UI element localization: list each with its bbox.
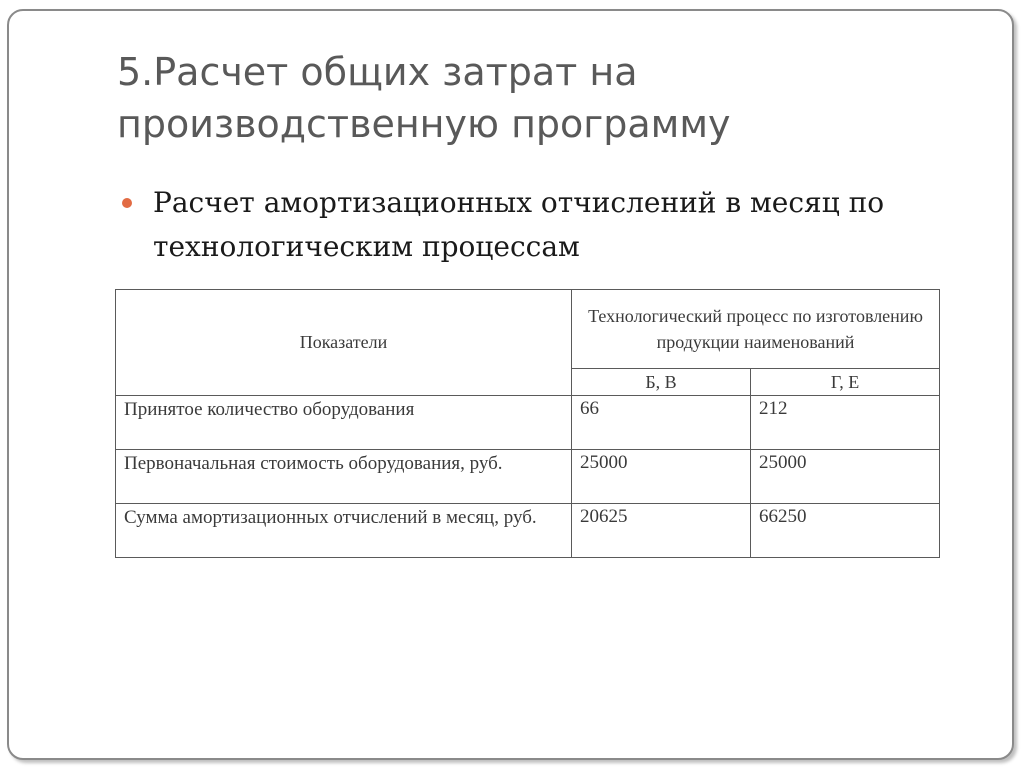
- table-row: [116, 396, 940, 450]
- amortization-table: [115, 289, 940, 558]
- subheader-bv: Б, В: [572, 369, 751, 396]
- bullet-text: Расчет амортизационных отчислений в месяц по технологическим процессам: [153, 186, 885, 263]
- row-value-bv: 66: [572, 396, 751, 450]
- header-indicators: Показатели: [116, 290, 572, 396]
- bullet-dot-icon: [122, 198, 132, 208]
- table-header-row: [116, 290, 940, 369]
- row-value-ge: 66250: [751, 504, 940, 558]
- row-label: Сумма амортизационных отчислений в месяц, руб.: [116, 504, 572, 558]
- subheader-ge: Г, Е: [751, 369, 940, 396]
- row-value-bv: 25000: [572, 450, 751, 504]
- row-label: Первоначальная стоимость оборудования, руб.: [116, 450, 572, 504]
- header-process: Технологический процесс по изготовлению продукции наименований: [572, 290, 940, 369]
- row-value-ge: 212: [751, 396, 940, 450]
- row-label: Принятое количество оборудования: [116, 396, 572, 450]
- table-row: [116, 450, 940, 504]
- slide-title: 5.Расчет общих затрат на производственную программу: [117, 50, 731, 146]
- row-value-ge: 25000: [751, 450, 940, 504]
- row-value-bv: 20625: [572, 504, 751, 558]
- table-row: [116, 504, 940, 558]
